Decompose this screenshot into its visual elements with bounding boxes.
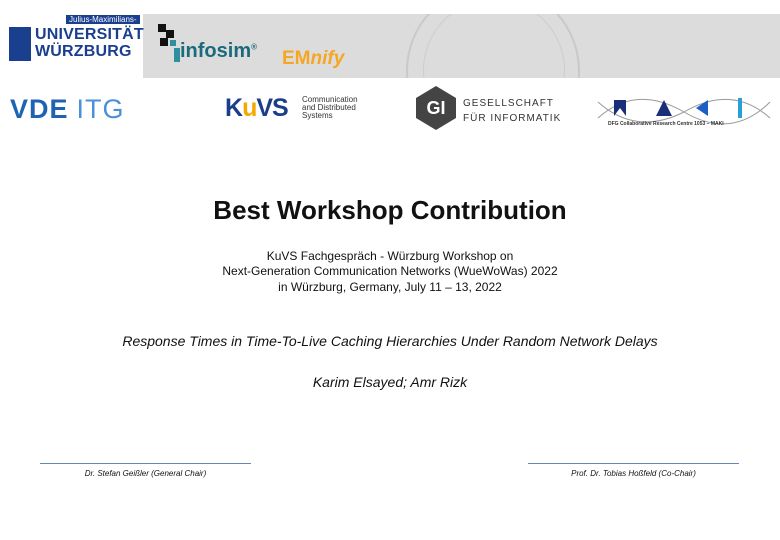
emnify-logo: [282, 48, 344, 70]
emnify-em: EM: [282, 48, 311, 69]
signature-line-right: [528, 463, 739, 464]
vde-itg-logo: [10, 94, 125, 125]
certificate-title: Best Workshop Contribution: [213, 195, 567, 225]
workshop-line-1: KuVS Fachgespräch - Würzburg Workshop on: [266, 249, 514, 263]
paper-authors: Karim Elsayed; Amr Rizk: [312, 374, 468, 390]
university-wuerzburg-logo: [0, 14, 143, 78]
svg-text:GI: GI: [426, 98, 446, 118]
infosim-registered-mark: ®: [251, 42, 258, 52]
university-logo-top: Julius-Maximilians-: [66, 15, 140, 24]
itg-wordmark: ITG: [76, 94, 125, 124]
infosim-mark-icon: [158, 24, 182, 64]
university-seal-watermark-inner: [423, 14, 565, 78]
kuvs-u: u: [242, 94, 257, 122]
university-logo-line1: UNIVERSITÄT: [35, 26, 144, 43]
university-logo-line2: WÜRZBURG: [35, 43, 132, 60]
maki-caption: DFG Collaborative Research Centre 1053 – MAKI: [608, 121, 724, 127]
gi-line1: GESELLSCHAFT: [463, 98, 554, 109]
infosim-wordmark: infosim: [180, 40, 252, 62]
signature-co-chair: Prof. Dr. Tobias Hoßfeld (Co-Chair): [571, 469, 696, 478]
infosim-logo: [158, 24, 268, 68]
workshop-line-2: Next-Generation Communication Networks (WueWoWas) 2022: [222, 264, 558, 278]
kuvs-subtitle: Communication and Distributed Systems: [302, 95, 358, 120]
university-logo-mark: [9, 27, 31, 61]
gi-wordmark: [463, 96, 561, 126]
signature-general-chair: Dr. Stefan Geißler (General Chair): [84, 469, 207, 478]
workshop-line-3: in Würzburg, Germany, July 11 – 13, 2022: [278, 280, 502, 294]
kuvs-k: K: [225, 94, 243, 122]
emnify-rest: nify: [310, 48, 345, 69]
kuvs-vs: VS: [256, 94, 288, 122]
gi-line2: FÜR INFORMATIK: [463, 113, 562, 124]
kuvs-logo: [225, 94, 358, 123]
paper-title: Response Times in Time-To-Live Caching Hierarchies Under Random Network Delays: [122, 333, 658, 349]
signature-line-left: [40, 463, 251, 464]
gi-logo-icon: [416, 86, 456, 130]
vde-wordmark: VDE: [10, 94, 69, 124]
